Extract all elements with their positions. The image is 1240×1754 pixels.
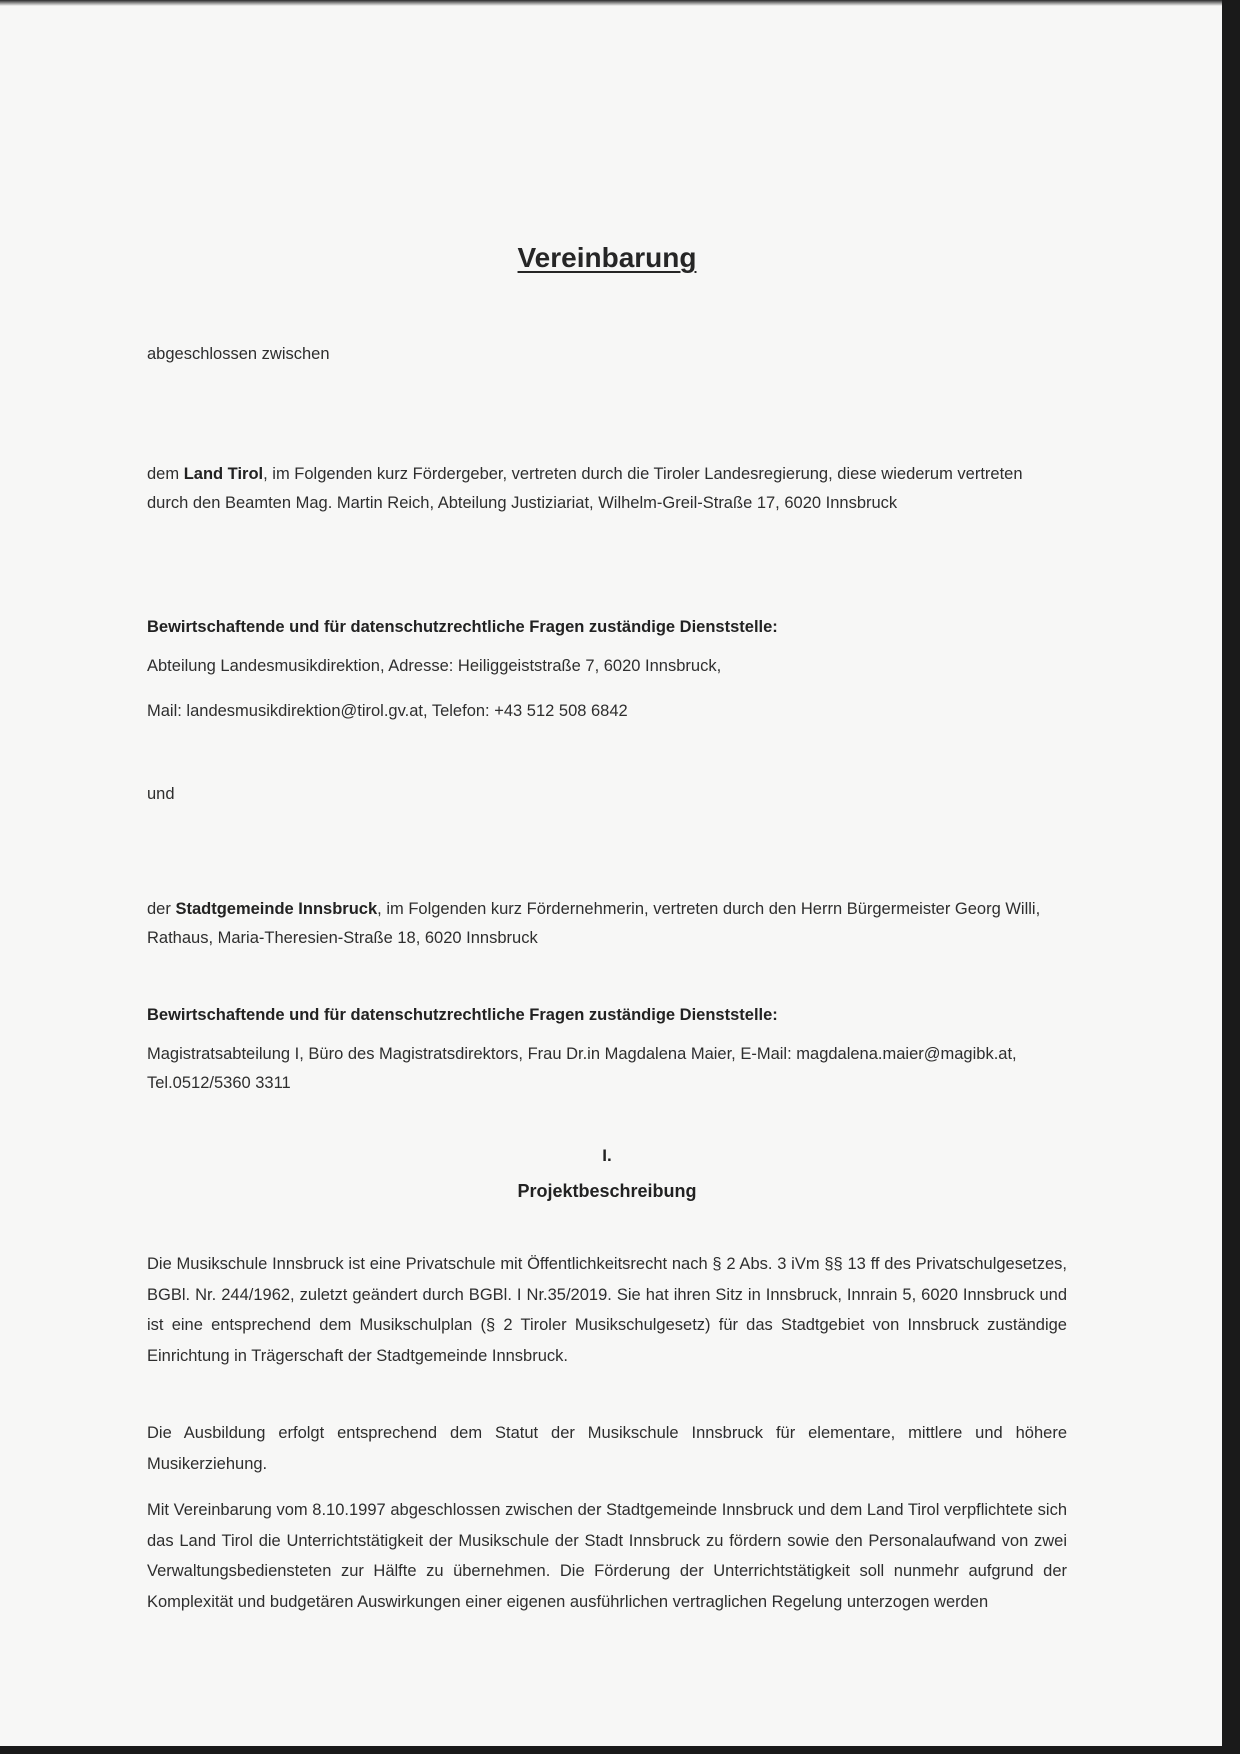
party1-text: , im Folgenden kurz Fördergeber, vertreten durch die Tiroler Landesregierung, diese wiederum vertreten durch den Beamten Mag. Martin Reich, Abteilung Justiziariat, Wilhelm-Greil-Straße 17, 6020 Innsbruck [147, 465, 1023, 512]
section-title: Projektbeschreibung [517, 1181, 697, 1201]
and-text: und [147, 785, 175, 803]
party1-office-address: Abteilung Landesmusikdirektion, Adresse: Heiliggeiststraße 7, 6020 Innsbruck, [147, 657, 722, 675]
party1-office-contact: Mail: landesmusikdirektion@tirol.gv.at, Telefon: +43 512 508 6842 [147, 702, 628, 720]
intro-text: abgeschlossen zwischen [147, 345, 330, 363]
document-title: Vereinbarung [517, 242, 697, 273]
paragraph-3: Mit Vereinbarung vom 8.10.1997 abgeschlossen zwischen der Stadtgemeinde Innsbruck und dem Land Tirol verpflichtete sich das Land Tirol die Unterrichtstätigkeit der Musikschule der Stadt Innsbruck zu fördern sowie den Personalaufwand von zwei Verwaltungsbediensteten zur Hälfte zu übernehmen. Die Förderung der Unterrichtstätigkeit soll nunmehr aufgrund der Komplexität und budgetären Auswirkungen einer eigenen ausführlichen vertraglichen Regelung unterzogen werden [147, 1501, 1067, 1611]
paragraph-2: Die Ausbildung erfolgt entsprechend dem Statut der Musikschule Innsbruck für elementare, mittlere und höhere Musikerziehung. [147, 1424, 1067, 1473]
section-number: I. [602, 1146, 612, 1165]
party2-office-contact: Magistratsabteilung I, Büro des Magistratsdirektors, Frau Dr.in Magdalena Maier, E-Mail: magdalena.maier@magibk.at, Tel.0512/5360 3311 [147, 1045, 1017, 1092]
party2-paragraph [147, 895, 1067, 953]
party1-office-heading: Bewirtschaftende und für datenschutzrechtliche Fragen zuständige Dienststelle: [147, 618, 778, 636]
party1-prefix: dem [147, 465, 184, 483]
scan-edge [0, 0, 1222, 6]
party2-office-heading: Bewirtschaftende und für datenschutzrechtliche Fragen zuständige Dienststelle: [147, 1006, 778, 1024]
party2-name: Stadtgemeinde Innsbruck [175, 900, 378, 918]
paragraph-1: Die Musikschule Innsbruck ist eine Privatschule mit Öffentlichkeitsrecht nach § 2 Abs. 3 iVm §§ 13 ff des Privatschulgesetzes, BGBl. Nr. 244/1962, zuletzt geändert durch BGBl. I Nr.35/2019. Sie hat ihren Sitz in Innsbruck, Innrain 5, 6020 Innsbruck und ist eine entsprechend dem Musikschulplan (§ 2 Tiroler Musikschulgesetz) für das Stadtgebiet von Innsbruck zuständige Einrichtung in Trägerschaft der Stadtgemeinde Innsbruck. [147, 1255, 1067, 1365]
party1-paragraph [147, 460, 1067, 518]
party1-name: Land Tirol [183, 465, 264, 483]
party2-text: , im Folgenden kurz Fördernehmerin, vertreten durch den Herrn Bürgermeister Georg Willi, Rathaus, Maria-Theresien-Straße 18, 6020 Innsbruck [147, 900, 1041, 947]
party2-prefix: der [147, 900, 176, 918]
